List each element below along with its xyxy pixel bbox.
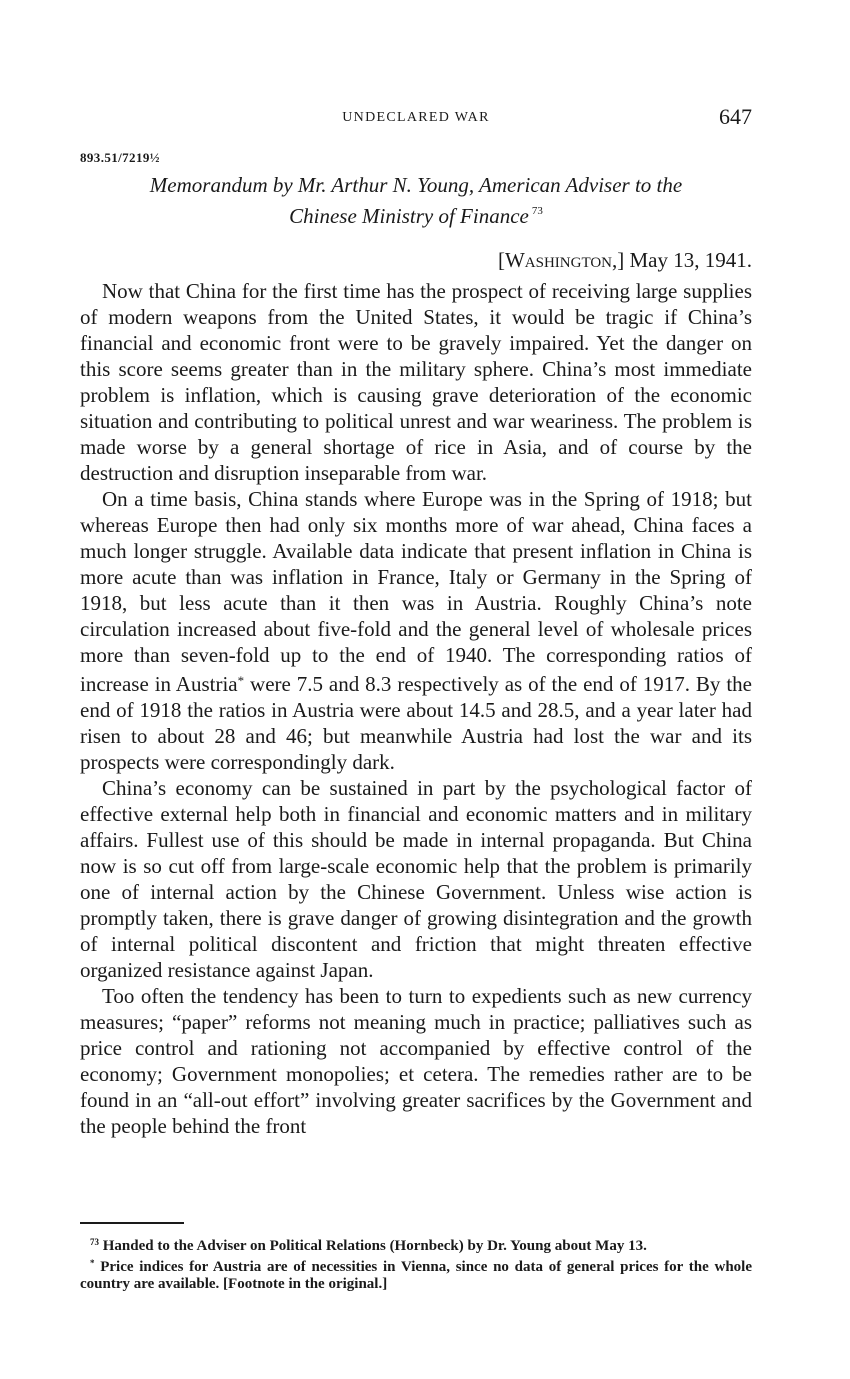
title-line-1: Memorandum by Mr. Arthur N. Young, American Adviser to the bbox=[149, 173, 683, 197]
footnotes bbox=[80, 1234, 752, 1293]
running-title: UNDECLARED WAR bbox=[342, 110, 490, 125]
dateline-place: Washington bbox=[504, 248, 612, 272]
footnote-73 bbox=[80, 1234, 752, 1255]
body-text bbox=[80, 278, 752, 1139]
running-header bbox=[80, 104, 752, 134]
paragraph-2-part-a: On a time basis, China stands where Europe was in the Spring of 1918; but whereas Europe then had only six months more of war ahead, China faces a much longer struggle. Available data indicate that present inflation in China is more acute than was inflation in France, Italy or Germany in the Spring of 1918, but less acute than it then was in Austria. Roughly China’s note circulation increased about five-fold and the general level of wholesale prices more than seven-fold up to the end of 1940. The corresponding ratios of increase in Austria bbox=[80, 487, 752, 696]
page-number: 647 bbox=[719, 104, 752, 129]
footnote-73-ref: 73 bbox=[90, 1237, 99, 1247]
footnote-star-ref: * bbox=[90, 1258, 95, 1268]
footnote-divider bbox=[80, 1222, 184, 1224]
footnote-73-text: Handed to the Adviser on Political Relations (Hornbeck) by Dr. Young about May 13. bbox=[99, 1238, 647, 1254]
footnote-star bbox=[80, 1255, 752, 1293]
paragraph-4: Too often the tendency has been to turn to expedients such as new currency measures; “paper” reforms not meaning much in practice; palliatives such as price control and rationing not accompanied by effective control of the economy; Government monopolies; et cetera. The remedies rather are to be found in an “all-out effort” involving greater sacrifices by the Government and the people behind the front bbox=[80, 984, 752, 1138]
title-line-2-text: Chinese Ministry of Finance bbox=[289, 204, 529, 228]
footnote-star-text: Price indices for Austria are of necessities in Vienna, since no data of general prices for the whole country are available. [Footnote in the original.] bbox=[80, 1259, 752, 1292]
dateline-open: [ bbox=[497, 248, 505, 272]
footnote-star-marker: * bbox=[237, 673, 245, 688]
file-number: 893.51/7219½ bbox=[80, 150, 160, 165]
document-title bbox=[80, 172, 752, 229]
title-line-2 bbox=[80, 198, 752, 229]
paragraph-2-part-b: were 7.5 and 8.3 respectively as of the end of 1917. By the end of 1918 the ratios in Austria were about 14.5 and 28.5, and a year later had risen to about 28 and 46; but meanwhile Austria had lost the war and its prospects were correspondingly dark. bbox=[80, 672, 752, 774]
dateline bbox=[498, 248, 752, 273]
paragraph-3: China’s economy can be sustained in part by the psychological factor of effective external help both in financial and economic matters and in military affairs. Fullest use of this should be made in internal propaganda. But China now is so cut off from large-scale economic help that the problem is primarily one of internal action by the Chinese Government. Unless wise action is promptly taken, there is grave danger of growing disintegration and the growth of internal political discontent and friction that might threaten effective organized resistance against Japan. bbox=[80, 776, 752, 982]
title-footnote-ref: 73 bbox=[531, 205, 543, 217]
paragraph-2 bbox=[80, 486, 752, 775]
paragraph-1: Now that China for the first time has the prospect of receiving large supplies of modern weapons from the United States, it would be tragic if China’s financial and economic front were to be gravely impaired. Yet the danger on this score seems greater than in the military sphere. China’s most immediate problem is inflation, which is causing grave deterioration of the economic situation and contributing to political unrest and war weariness. The problem is made worse by a general shortage of rice in Asia, and of course by the destruction and disruption inseparable from war. bbox=[80, 279, 752, 485]
dateline-date: ,] May 13, 1941. bbox=[612, 248, 752, 272]
